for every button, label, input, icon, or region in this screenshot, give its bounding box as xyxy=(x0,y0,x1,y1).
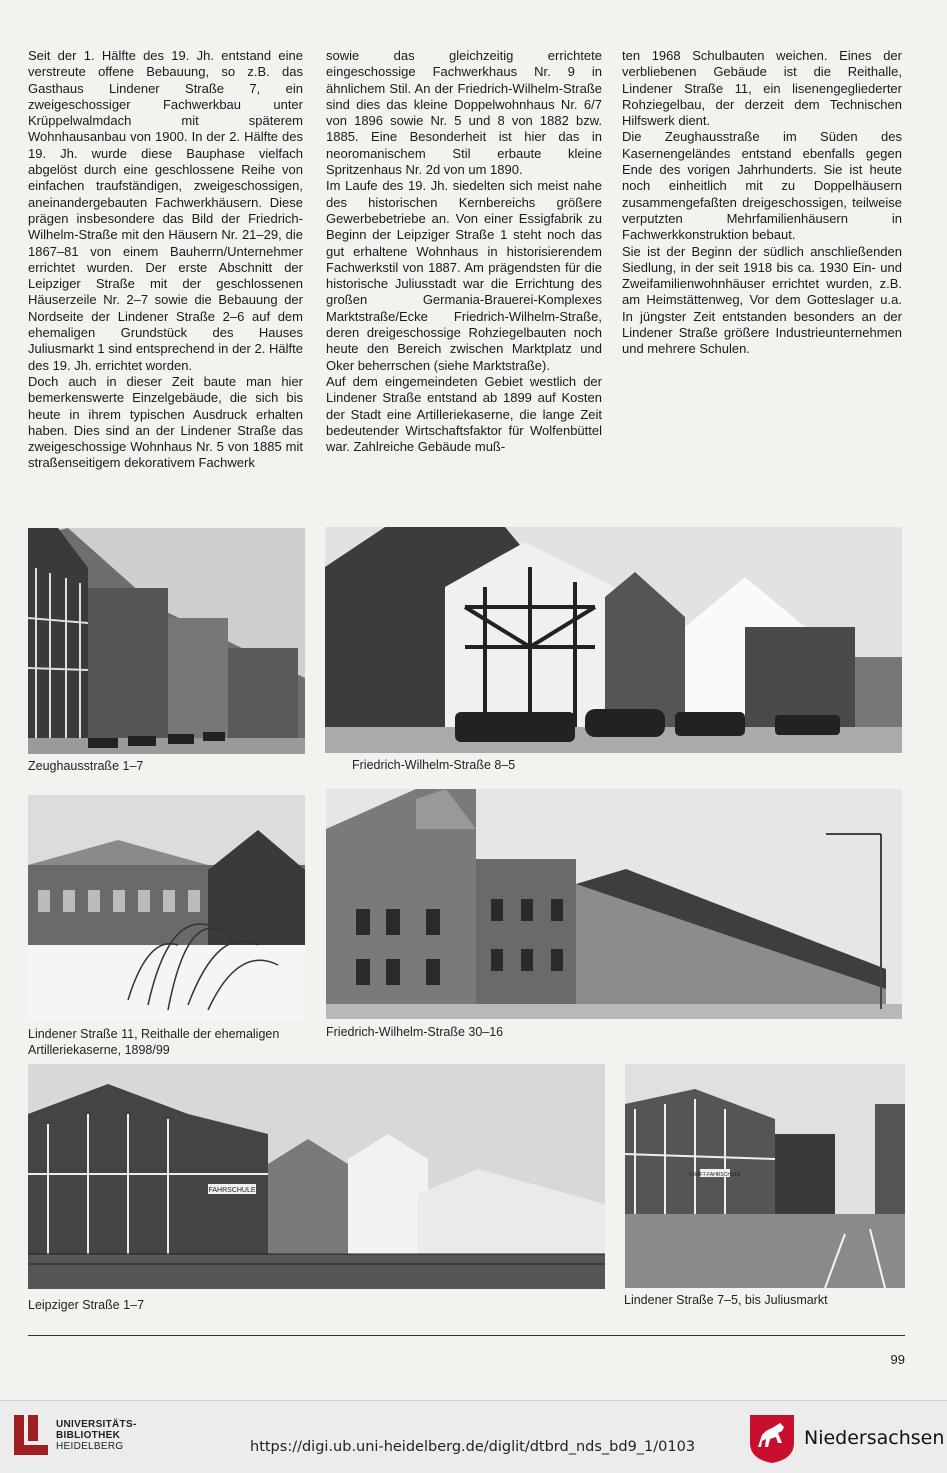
photo-friedrich-wilhelm-8-5 xyxy=(325,527,902,753)
caption-friedrich-wilhelm-8-5: Friedrich-Wilhelm-Straße 8–5 xyxy=(352,758,516,772)
ub-heidelberg-logo xyxy=(14,1415,48,1455)
caption-friedrich-wilhelm-30-16: Friedrich-Wilhelm-Straße 30–16 xyxy=(326,1025,504,1039)
paragraph: Sie ist der Beginn der südlich anschließenden Siedlung, in der seit 1918 bis ca. 1930 Ein- und Zweifamilienwohnhäuser errichtet wurden, z.B. am Heimstättenweg, Vor dem Gotteslager u.a. In jüngster Zeit entstanden besonders an der Lindener Straße größere Industrieunternehmen und mehrere Schulen. xyxy=(622,243,902,357)
permalink-url[interactable]: https://digi.ub.uni-heidelberg.de/diglit/dtbrd_nds_bd9_1/0103 xyxy=(250,1439,696,1455)
caption-zeughausstrasse: Zeughausstraße 1–7 xyxy=(28,759,144,773)
library-line: BIBLIOTHEK xyxy=(56,1430,121,1441)
text-column-1 xyxy=(28,48,303,472)
page-rule xyxy=(28,1335,905,1336)
library-line: HEIDELBERG xyxy=(56,1441,124,1452)
paragraph: Auf dem eingemeindeten Gebiet westlich der Lindener Straße entstand ab 1899 auf Kosten der Stadt eine Artilleriekaserne, die lange Zeit bedeutender Wirtschaftsfaktor für Wolfenbüttel war. Zahlreiche Gebäude muß- xyxy=(326,373,602,455)
paragraph: sowie das gleichzeitig errichtete eingeschossige Fachwerkhaus Nr. 9 in ähnlichem Stil. An der Friedrich-Wilhelm-Straße sind dies das kleine Doppelwohnhaus Nr. 6/7 von 1896 sowie Nr. 5 und 8 von 1882 bzw. 1885. Eine Besonderheit ist hier das in neoromanischem Stil erbaute kleine Spritzenhaus Nr. 2d von um 1890. xyxy=(326,48,602,178)
photo-leipziger-strasse xyxy=(28,1064,605,1289)
footer-bar xyxy=(0,1400,947,1473)
photo-zeughausstrasse xyxy=(28,528,305,754)
kraftfahrschule-sign-text: KRAFT-FAHRSCHULE xyxy=(689,1172,741,1178)
niedersachsen-horse-logo xyxy=(748,1413,796,1465)
library-line: UNIVERSITÄTS- xyxy=(56,1419,137,1430)
paragraph: Doch auch in dieser Zeit baute man hier bemerkenswerte Einzelgebäude, die sich bis heute in ihrem typischen Ausdruck erhalten haben. Dies sind an der Lindener Straße das zweigeschossige Wohnhaus Nr. 5 von 1885 mit straßenseitigem dekorativem Fachwerk xyxy=(28,373,303,471)
paragraph: ten 1968 Schulbauten weichen. Eines der verbliebenen Gebäude ist die Reithalle, Lindener Straße 11, ein lisenengegliederter Rohziegelbau, der derzeit dem Technischen Hilfswerk dient. xyxy=(622,48,902,129)
photo-reithalle xyxy=(28,795,305,1021)
caption-leipziger-strasse: Leipziger Straße 1–7 xyxy=(28,1298,145,1312)
paragraph: Im Laufe des 19. Jh. siedelten sich meist nahe des historischen Kernbereichs größere Gewerbebetriebe an. Von einer Essigfabrik zu Beginn der Leipziger Straße 1 steht noch das gut erhaltene Wohnhaus in historisierendem Fachwerkstil von 1887. Am prägendsten für die historische Juliusstadt war die Errichtung des großen Germania-Brauerei-Komplexes Marktstraße/Ecke Friedrich-Wilhelm-Straße, deren dreigeschossige Rohziegelbauten noch heute den Bereich zwischen Marktplatz und Oker beherrschen (siehe Marktstraße). xyxy=(326,178,602,373)
photo-friedrich-wilhelm-30-16 xyxy=(326,789,902,1019)
text-column-2 xyxy=(326,48,602,455)
paragraph: Die Zeughausstraße im Süden des Kasernengeländes entstand ebenfalls gegen Ende des vorigen Jahrhunderts. Sie ist heute noch einheitlich mit zu Doppelhäusern zusammengefaßten dreigeschossigen, teilweise verputzten Mehrfamilienhäusern in Fachwerkkonstruktion bebaut. xyxy=(622,129,902,243)
caption-line: Lindener Straße 11, Reithalle der ehemaligen xyxy=(28,1027,280,1041)
caption-lindener-strasse: Lindener Straße 7–5, bis Juliusmarkt xyxy=(624,1293,828,1307)
page-number: 99 xyxy=(890,1352,905,1367)
photo-lindener-strasse xyxy=(625,1064,905,1288)
caption-line: Artilleriekaserne, 1898/99 xyxy=(28,1043,170,1057)
paragraph: Seit der 1. Hälfte des 19. Jh. entstand eine verstreute offene Bebauung, so z.B. das Gasthaus Lindener Straße 7, ein zweigeschossiger Fachwerkbau unter Krüppelwalmdach mit späterem Wohnhausanbau von 1900. In der 2. Hälfte des 19. Jh. wurde diese Bauphase vielfach abgelöst durch eine geschlossene Reihe von einfachen traufständigen, zweigeschossigen, aneinandergebauten Fachwerkhäusern. Diese prägen insbesondere das Bild der Friedrich-Wilhelm-Straße mit den Häusern Nr. 21–29, die 1867–81 von einem Bauherrn/Unternehmer errichtet wurden. Der erste Abschnitt der Leipziger Straße mit der geschlossenen Häuserzeile Nr. 2–7 sowie die Bebauung der Nordseite der Lindener Straße 2–6 auf dem ehemaligen Grundstück des Hauses Juliusmarkt 1 sind entsprechend in der 2. Hälfte des 19. Jh. errichtet worden. xyxy=(28,48,303,373)
state-name: Niedersachsen xyxy=(804,1427,945,1449)
caption-reithalle xyxy=(28,1026,279,1058)
fahrschule-sign-text: FAHRSCHULE xyxy=(208,1187,256,1194)
text-column-3 xyxy=(622,48,902,358)
library-name xyxy=(56,1419,137,1452)
